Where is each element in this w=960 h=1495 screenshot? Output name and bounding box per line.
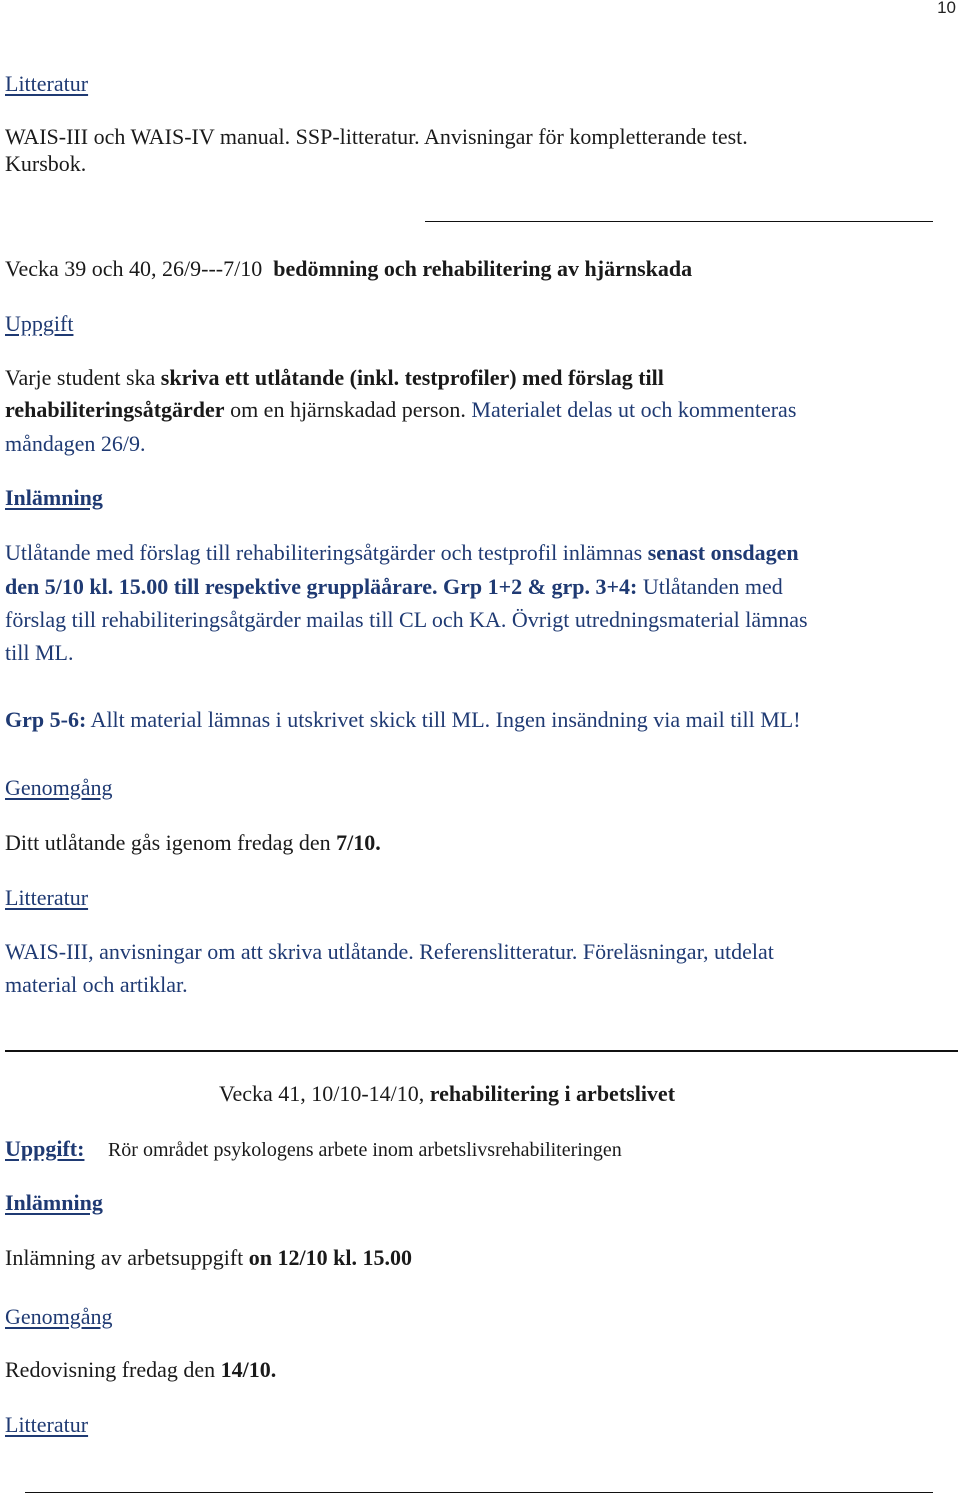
uppgift-text-line [5,365,664,391]
uppgift-row [5,1136,622,1163]
week-title-dates: Vecka 41, 10/10-14/10, [219,1081,430,1106]
inlamning-text-line [5,540,799,566]
literature-text-line: Kursbok. [5,151,87,176]
section-divider [5,1050,958,1052]
week-title-topic: bedömning och rehabilitering av hjärnskada [273,256,693,281]
bold-span: on 12/10 kl. 15.00 [248,1245,412,1270]
text-span: Ditt utlåtande gås igenom fredag den [5,830,337,855]
bold-span: 14/10. [220,1357,277,1382]
uppgift-text-line: måndagen 26/9. [5,431,146,456]
literature-text-line: WAIS-III och WAIS-IV manual. SSP-litteratur. Anvisningar för kompletterande test. [5,124,748,149]
inlamning-heading-text: Inlämning [5,485,103,510]
literature-text-line: WAIS-III, anvisningar om att skriva utlåtande. Referenslitteratur. Föreläsningar, utdelat [5,939,774,964]
uppgift-heading: Uppgift [5,311,74,336]
bold-span: 7/10. [336,830,381,855]
highlight-span: Materialet delas ut och kommenteras [471,397,797,422]
litteratur-heading: Litteratur [5,885,89,910]
uppgift-text: Rör området psykologens arbete inom arbetslivsrehabiliteringen [107,1139,622,1161]
week-title-topic: rehabilitering i arbetslivet [429,1081,676,1106]
genomgang-text-line [5,830,381,856]
week-title [5,256,692,282]
bold-span: Grp 5-6: [5,707,87,732]
week-title [219,1081,675,1107]
inlamning-text-line [5,574,783,600]
inlamning-heading-text: Inlämning [5,1190,103,1215]
uppgift-text-line [5,397,796,423]
text-span: Utlåtande med förslag till rehabiliteringsåtgärder och testprofil inlämnas [5,540,648,565]
inlamning-heading [5,485,103,511]
inlamning-heading [5,1190,103,1216]
text-span: Utlåtanden med [637,574,783,599]
text-span: Inlämning av arbetsuppgift [5,1245,249,1270]
litteratur-heading: Litteratur [5,71,89,96]
section-divider [425,221,933,222]
page-number: 10 [937,0,956,17]
text-span: om en hjärnskadad person. [224,397,472,422]
bold-span: senast onsdagen [647,540,799,565]
text-span: Redovisning fredag den [5,1357,221,1382]
literature-text-line: material och artiklar. [5,972,188,997]
text-span: Varje student ska [5,365,161,390]
text-span: Allt material lämnas i utskrivet skick till ML. Ingen insändning via mail till ML! [86,707,801,732]
group-note-line [5,707,801,733]
genomgang-heading: Genomgång [5,1304,113,1329]
inlamning-text-line [5,1245,412,1271]
genomgang-heading: Genomgång [5,775,113,800]
bold-span: rehabiliteringsåtgärder [5,397,225,422]
bold-span: den 5/10 kl. 15.00 till respektive gruppläårare. Grp 1+2 & grp. 3+4: [5,574,638,599]
litteratur-heading: Litteratur [5,1412,89,1437]
uppgift-heading: Uppgift: [5,1136,85,1161]
week-title-dates: Vecka 39 och 40, 26/9---7/10 [5,256,263,281]
genomgang-text-line [5,1357,276,1383]
inlamning-text-line: till ML. [5,640,74,665]
inlamning-text-line: förslag till rehabiliteringsåtgärder mailas till CL och KA. Övrigt utredningsmaterial lämnas [5,607,808,632]
bold-span: skriva ett utlåtande (inkl. testprofiler) med förslag till [160,365,664,390]
section-divider [25,1492,933,1493]
